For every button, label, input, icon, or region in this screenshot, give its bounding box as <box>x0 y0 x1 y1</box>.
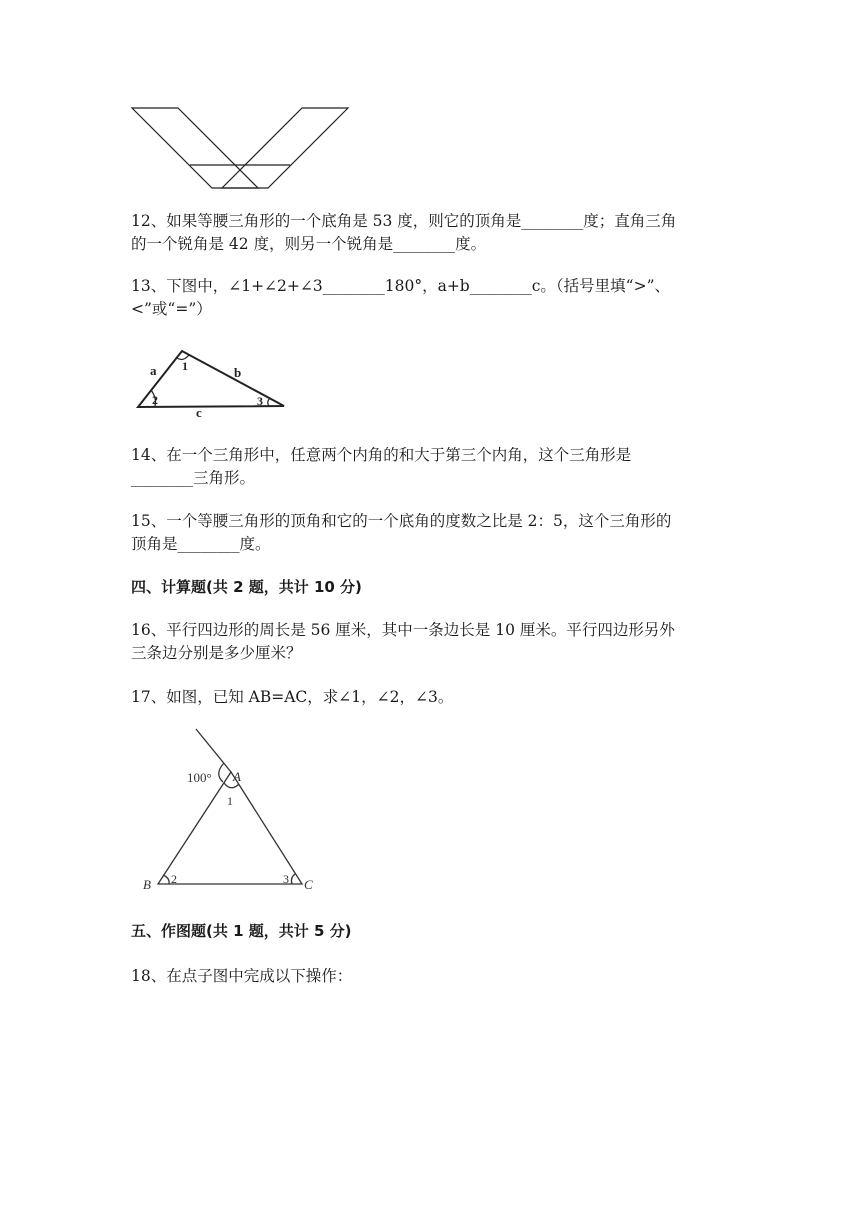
angle2-arc <box>163 875 169 884</box>
q16-line1: 16、平行四边形的周长是 56 厘米，其中一条边长是 10 厘米。平行四边形另外 <box>131 621 675 639</box>
right-parallelogram <box>222 108 348 188</box>
label-B: B <box>143 877 151 892</box>
q15-line1: 15、一个等腰三角形的顶角和它的一个底角的度数之比是 2：5，这个三角形的 <box>131 512 672 530</box>
angle3-arc <box>268 398 270 406</box>
q16-line2: 三条边分别是多少厘米？ <box>131 644 302 662</box>
q14-line1: 14、在一个三角形中，任意两个内角的和大于第三个内角，这个三角形是 <box>131 446 632 464</box>
q13-triangle-figure <box>130 342 290 417</box>
angle100-arc <box>219 763 224 782</box>
label-angle3: 3 <box>283 872 289 886</box>
label-C: C <box>304 877 313 892</box>
label-100-degrees: 100° <box>187 770 212 785</box>
q18-line1: 18、在点子图中完成以下操作： <box>131 967 353 985</box>
triangle-abc <box>158 772 302 884</box>
label-A: A <box>233 769 241 784</box>
label-c: c <box>196 405 202 417</box>
label-angle3: 3 <box>257 394 263 408</box>
label-angle2: 2 <box>152 393 158 407</box>
left-parallelogram <box>132 108 258 188</box>
q13-line2: <”或“=”） <box>131 300 212 318</box>
section5-heading: 五、作图题(共 1 题，共计 5 分) <box>131 922 352 940</box>
label-angle2: 2 <box>171 872 177 886</box>
label-angle1: 1 <box>182 359 188 373</box>
angle3-arc <box>291 874 295 884</box>
q13-line1: 13、下图中，∠1+∠2+∠3________180°，a+b________c。（括号里填“>”、 <box>131 277 670 295</box>
label-b: b <box>234 365 242 380</box>
section4-heading: 四、计算题(共 2 题，共计 10 分) <box>131 578 362 596</box>
q17-triangle-figure <box>128 726 328 896</box>
label-angle1: 1 <box>227 794 233 808</box>
q14-line2: ________三角形。 <box>131 469 256 487</box>
v-shape-figure <box>128 100 352 192</box>
label-a: a <box>150 363 157 378</box>
q12-line2: 的一个锐角是 42 度，则另一个锐角是________度。 <box>131 235 487 253</box>
q12-line1: 12、如果等腰三角形的一个底角是 53 度，则它的顶角是________度；直角三角 <box>131 212 677 230</box>
q15-line2: 顶角是________度。 <box>131 535 271 553</box>
q17-line1: 17、如图，已知 AB=AC，求∠1，∠2，∠3。 <box>131 688 454 706</box>
extended-line <box>196 729 231 772</box>
